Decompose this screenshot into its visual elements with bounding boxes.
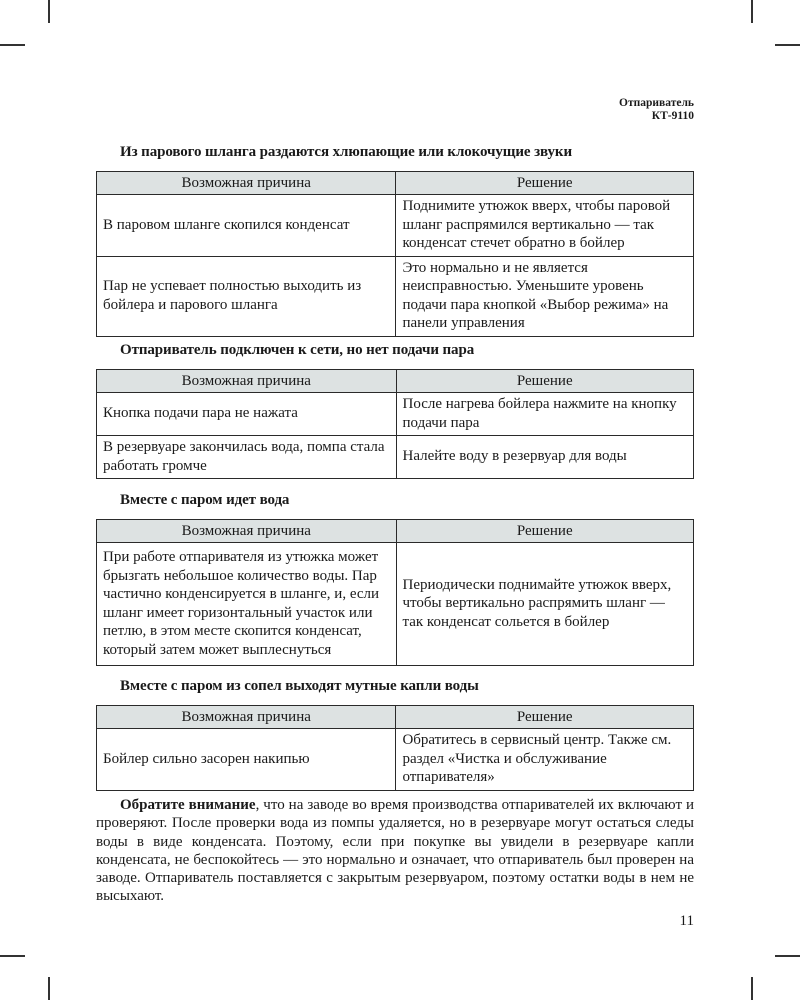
crop-mark-top-right-h (775, 44, 800, 46)
solution-cell: Это нормально и не является неисправностью. Уменьшите уровень подачи пара кнопкой «Выбор режима» на панели управления (396, 256, 694, 336)
header-cause: Возможная причина (97, 520, 397, 543)
cause-cell: В резервуаре закончилась вода, помпа стала работать громче (97, 436, 397, 479)
table-row (97, 256, 694, 336)
cause-cell: В паровом шланге скопился конденсат (97, 195, 396, 257)
solution-cell: Периодически поднимайте утюжок вверх, чтобы вертикально распрямить шланг — так конденсат сольется в бойлер (396, 543, 694, 666)
table-row (97, 543, 694, 666)
troubleshooting-table (96, 519, 694, 666)
cause-cell: Пар не успевает полностью выходить из бойлера и парового шланга (97, 256, 396, 336)
troubleshooting-table (96, 705, 694, 791)
header-cause: Возможная причина (97, 370, 397, 393)
section-title: Вместе с паром из сопел выходят мутные капли воды (120, 678, 479, 694)
table-header-row (97, 370, 694, 393)
table-row (97, 729, 694, 791)
solution-cell: Налейте воду в резервуар для воды (396, 436, 694, 479)
solution-cell: Поднимите утюжок вверх, чтобы паровой шланг распрямился вертикально — так конденсат стечет обратно в бойлер (396, 195, 694, 257)
troubleshooting-table (96, 369, 694, 479)
cause-cell: При работе отпаривателя из утюжка может брызгать небольшое количество воды. Пар частично конденсируется в шланге, и, если шланг имеет горизонтальный участок или петлю, в этом месте скопится конденсат, который затем может выплеснуться (97, 543, 397, 666)
section-title: Вместе с паром идет вода (120, 492, 290, 508)
note-text: , что на заводе во время производства отпаривателей их включают и проверяют. После проверки вода из помпы удаляется, но в резервуаре могут остаться следы воды в виде конденсата. Поэтому, если при покупке вы увидели в резервуаре капли конденсата, не беспокойтесь — это нормально и означает, что отпариватель был проверен на заводе. Отпариватель поставляется с закрытым резервуаром, поэтому остатки воды в нем не высыхают. (96, 797, 694, 905)
solution-cell: После нагрева бойлера нажмите на кнопку подачи пара (396, 393, 694, 436)
crop-mark-top-left-v (48, 0, 50, 23)
troubleshooting-section-2 (96, 341, 694, 479)
table-header-row (97, 706, 694, 729)
note-lead: Обратите внимание (120, 797, 256, 813)
header-solution: Решение (396, 706, 694, 729)
header-cause: Возможная причина (97, 172, 396, 195)
note-paragraph (96, 796, 694, 906)
table-row (97, 393, 694, 436)
crop-mark-bottom-left-v (48, 977, 50, 1000)
cause-cell: Бойлер сильно засорен накипью (97, 729, 396, 791)
table-row (97, 195, 694, 257)
page-number: 11 (679, 913, 694, 929)
table-header-row (97, 520, 694, 543)
troubleshooting-section-1 (96, 143, 694, 337)
crop-mark-bottom-right-v (751, 977, 753, 1000)
solution-cell: Обратитесь в сервисный центр. Также см. раздел «Чистка и обслуживание отпаривателя» (396, 729, 694, 791)
running-head-model: КТ-9110 (651, 110, 694, 122)
troubleshooting-section-4 (96, 677, 694, 791)
running-head-product: Отпариватель (619, 97, 694, 109)
crop-mark-top-left-h (0, 44, 25, 46)
running-head (619, 97, 694, 123)
troubleshooting-section-3 (96, 491, 694, 666)
header-solution: Решение (396, 520, 694, 543)
crop-mark-bottom-left-h (0, 955, 25, 957)
section-title: Из парового шланга раздаются хлюпающие или клокочущие звуки (120, 144, 572, 160)
crop-mark-bottom-right-h (775, 955, 800, 957)
header-solution: Решение (396, 172, 694, 195)
crop-mark-top-right-v (751, 0, 753, 23)
header-cause: Возможная причина (97, 706, 396, 729)
header-solution: Решение (396, 370, 694, 393)
table-row (97, 436, 694, 479)
table-header-row (97, 172, 694, 195)
troubleshooting-table (96, 171, 694, 337)
cause-cell: Кнопка подачи пара не нажата (97, 393, 397, 436)
section-title: Отпариватель подключен к сети, но нет подачи пара (120, 342, 475, 358)
